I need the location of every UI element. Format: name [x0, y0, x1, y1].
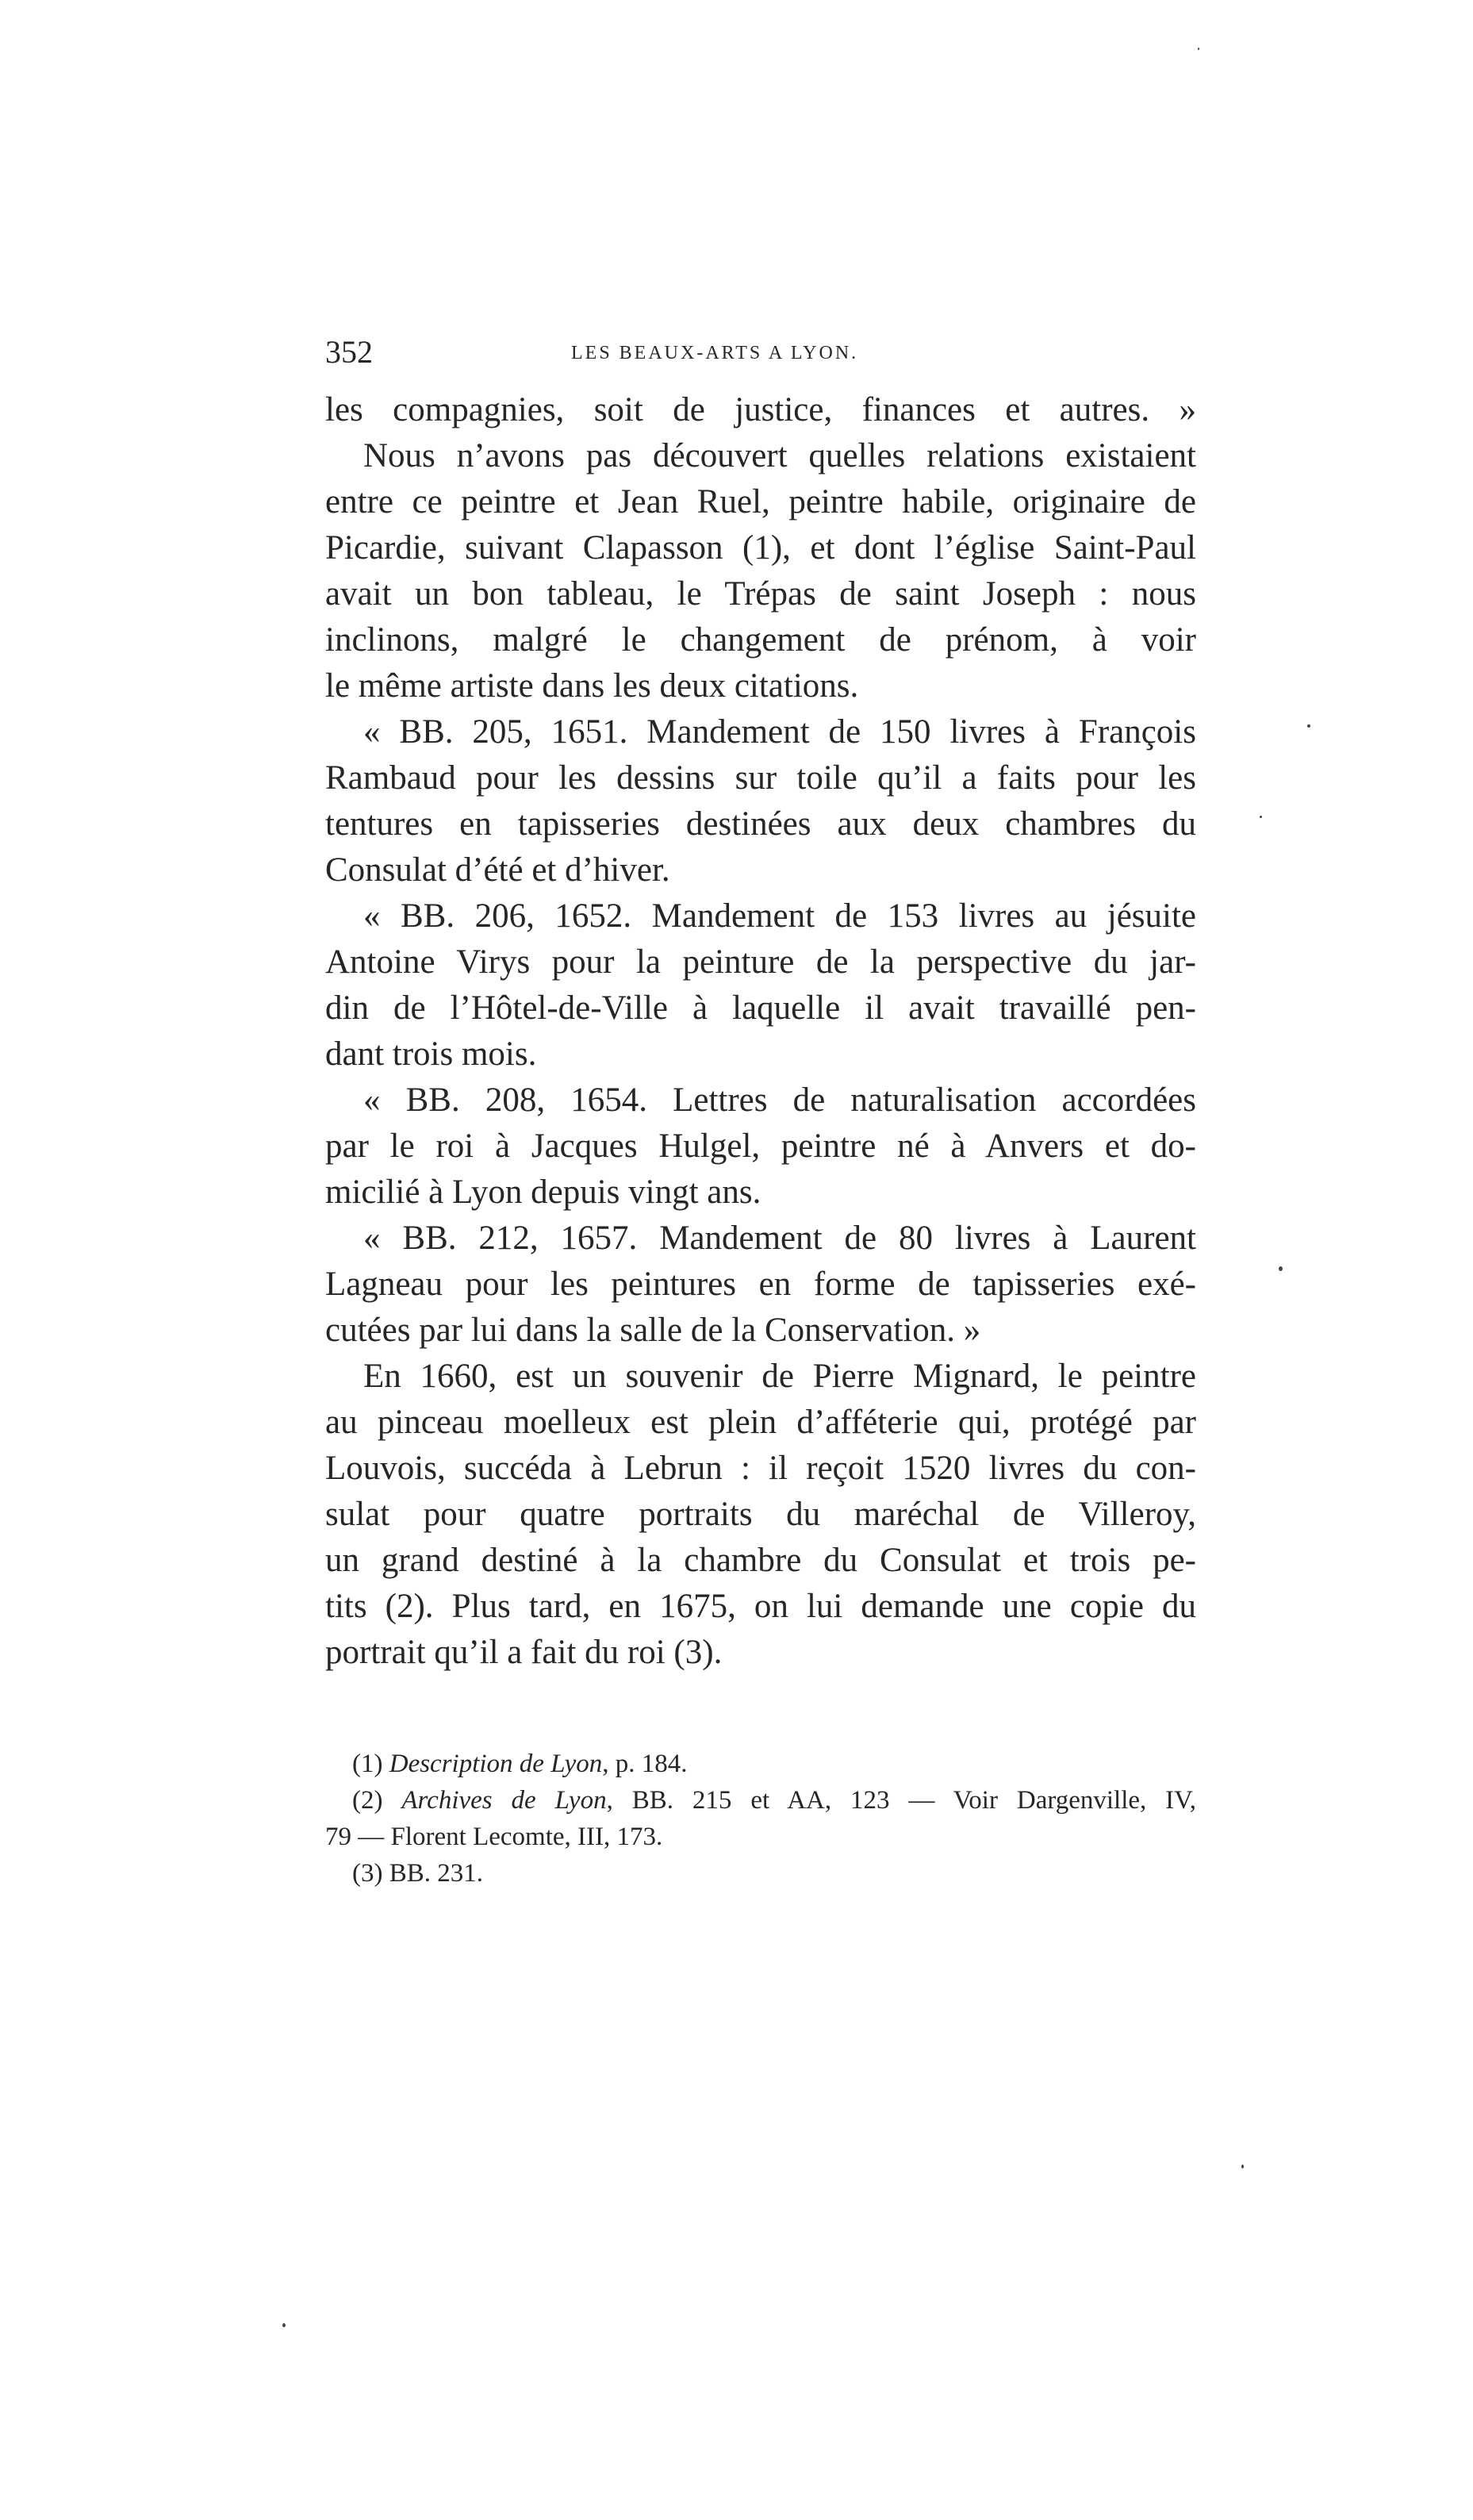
scan-speck: [1241, 2165, 1244, 2169]
footnote-text: , p. 184.: [602, 1750, 688, 1778]
footnote-3: (3) BB. 231.: [352, 1859, 483, 1888]
body-line: dant trois mois.: [325, 1035, 537, 1073]
body-line: « BB. 208, 1654. Lettres de naturalisation accordées: [363, 1081, 1196, 1119]
footnote-1: [352, 1746, 1196, 1782]
body-line: tits (2). Plus tard, en 1675, on lui demande une copie du: [325, 1588, 1196, 1625]
body-line: « BB. 205, 1651. Mandement de 150 livres à François: [363, 713, 1196, 751]
body-line: le même artiste dans les deux citations.: [325, 667, 859, 705]
body-line: un grand destiné à la chambre du Consulat et trois pe-: [325, 1542, 1196, 1579]
scan-speck: [1279, 1266, 1283, 1271]
footnote-number: (1): [352, 1750, 383, 1778]
page-header: [325, 333, 1198, 381]
body-line: cutées par lui dans la salle de la Conservation. »: [325, 1312, 981, 1349]
body-line: Antoine Virys pour la peinture de la perspective du jar-: [325, 943, 1196, 981]
footnote-title: Archives de Lyon: [401, 1786, 607, 1815]
body-line: Lagneau pour les peintures en forme de tapisseries exé-: [325, 1266, 1196, 1303]
body-line: inclinons, malgré le changement de prénom, à voir: [325, 621, 1196, 659]
body-line: Consulat d’été et d’hiver.: [325, 851, 670, 889]
body-line: « BB. 206, 1652. Mandement de 153 livres au jésuite: [363, 897, 1196, 935]
scan-speck: [1260, 816, 1262, 818]
running-title: LES BEAUX-ARTS A LYON.: [571, 343, 859, 363]
body-line: Rambaud pour les dessins sur toile qu’il a faits pour les: [325, 759, 1196, 797]
body-line: au pinceau moelleux est plein d’afféterie qui, protégé par: [325, 1404, 1196, 1441]
page-number: 352: [325, 334, 373, 370]
body-line: Picardie, suivant Clapasson (1), et dont l’église Saint-Paul: [325, 529, 1196, 567]
body-line: portrait qu’il a fait du roi (3).: [325, 1634, 723, 1671]
body-line: din de l’Hôtel-de-Ville à laquelle il avait travaillé pen-: [325, 989, 1196, 1027]
body-line: par le roi à Jacques Hulgel, peintre né à Anvers et do-: [325, 1127, 1196, 1165]
body-line: Louvois, succéda à Lebrun : il reçoit 1520 livres du con-: [325, 1450, 1196, 1487]
body-line: les compagnies, soit de justice, finances et autres. »: [325, 391, 1196, 428]
scan-speck: [1307, 724, 1310, 728]
body-line: Nous n’avons pas découvert quelles relations existaient: [363, 437, 1196, 474]
body-line: « BB. 212, 1657. Mandement de 80 livres à Laurent: [363, 1220, 1196, 1257]
footnote-2-continuation: 79 — Florent Lecomte, III, 173.: [325, 1823, 663, 1851]
body-line: micilié à Lyon depuis vingt ans.: [325, 1174, 761, 1211]
footnote-text: , BB. 215 et AA, 123 — Voir Dargenville, IV,: [606, 1786, 1196, 1815]
footnote-number: (2): [352, 1786, 383, 1815]
body-line: entre ce peintre et Jean Ruel, peintre habile, originaire de: [325, 483, 1196, 521]
body-line: avait un bon tableau, le Trépas de saint Joseph : nous: [325, 575, 1196, 613]
scan-speck: [1198, 48, 1199, 50]
body-line: En 1660, est un souvenir de Pierre Mignard, le peintre: [363, 1358, 1196, 1395]
footnote-2: [352, 1782, 1196, 1819]
footnote-title: Description de Lyon: [389, 1750, 603, 1778]
body-line: sulat pour quatre portraits du maréchal de Villeroy,: [325, 1496, 1196, 1533]
scan-speck: [282, 2323, 286, 2327]
body-line: tentures en tapisseries destinées aux deux chambres du: [325, 805, 1196, 843]
